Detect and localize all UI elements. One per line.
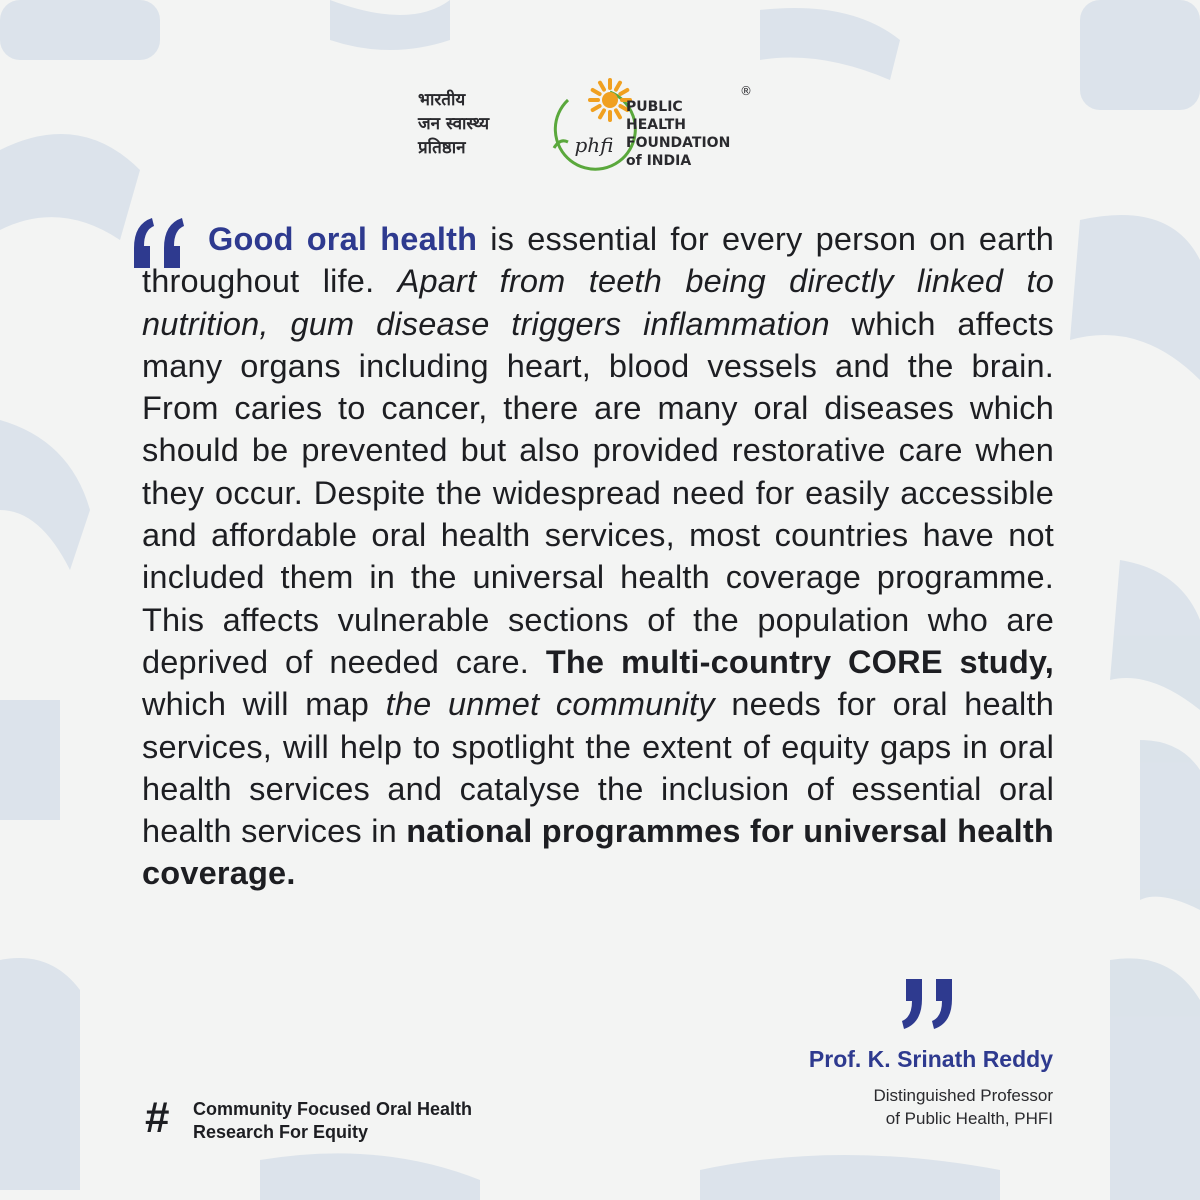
phfi-emblem-icon: [540, 70, 640, 180]
org-line-1: PUBLIC: [626, 99, 683, 115]
hashtag-line-2: Research For Equity: [193, 1122, 369, 1142]
campaign-hashtag: [145, 1094, 605, 1154]
quote-segment-highlight: Good oral health: [208, 221, 478, 257]
phfi-logo: [0, 70, 1200, 190]
quote-segment-bold: national programmes for universal health coverage.: [142, 813, 1054, 892]
author-title: [809, 1084, 1053, 1130]
org-line-4: of INDIA: [626, 153, 692, 169]
quote-text: [142, 218, 1054, 895]
english-org-name: [626, 98, 730, 170]
org-line-2: HEALTH: [626, 117, 686, 133]
author-title-line-1: Distinguished Professor: [873, 1086, 1053, 1105]
quote-segment-normal: which will map: [142, 686, 386, 723]
quote-segment-normal: which affects many organs including heart, blood vessels and the brain. From caries to cancer, there are many oral diseases which should be prevented but also provided restorative care when they occur. Despite the widespread need for easily accessible and affordable oral health services, most countries have not included them in the universal health coverage programme. This affects vulnerable sections of the population who are deprived of needed care.: [142, 305, 1054, 680]
author-name: Prof. K. Srinath Reddy: [808, 1046, 1053, 1072]
hindi-org-name: [418, 88, 538, 160]
quote-segment-italic: Apart from teeth being directly linked to nutrition, gum disease triggers inflammation: [142, 263, 1054, 342]
hashtag-line-1: Community Focused Oral Health: [193, 1099, 473, 1119]
author-title-line-2: of Public Health, PHFI: [885, 1109, 1053, 1128]
emblem-text: phfi: [574, 133, 614, 157]
quote-segment-normal: is essential for every person on earth throughout life.: [142, 221, 1054, 300]
quote-segment-normal: needs for oral health services, will help to spotlight the extent of equity gaps in oral health services and catalyse the inclusion of essential oral health services in: [142, 686, 1054, 850]
org-line-3: FOUNDATION: [626, 135, 731, 151]
hindi-line-1: भारतीय: [418, 90, 466, 110]
hashtag-icon: #: [145, 1093, 170, 1142]
hindi-line-3: प्रतिष्ठान: [418, 138, 466, 158]
registered-mark: ®: [740, 84, 752, 98]
quote-author: [809, 1044, 1053, 1130]
quote-segment-bold: The multi-country CORE study,: [545, 643, 1054, 680]
close-quote-icon: [896, 975, 966, 1035]
quote-segment-italic: the unmet community: [385, 686, 715, 723]
hindi-line-2: जन स्वास्थ्य: [418, 114, 490, 134]
hashtag-text: [193, 1098, 472, 1144]
